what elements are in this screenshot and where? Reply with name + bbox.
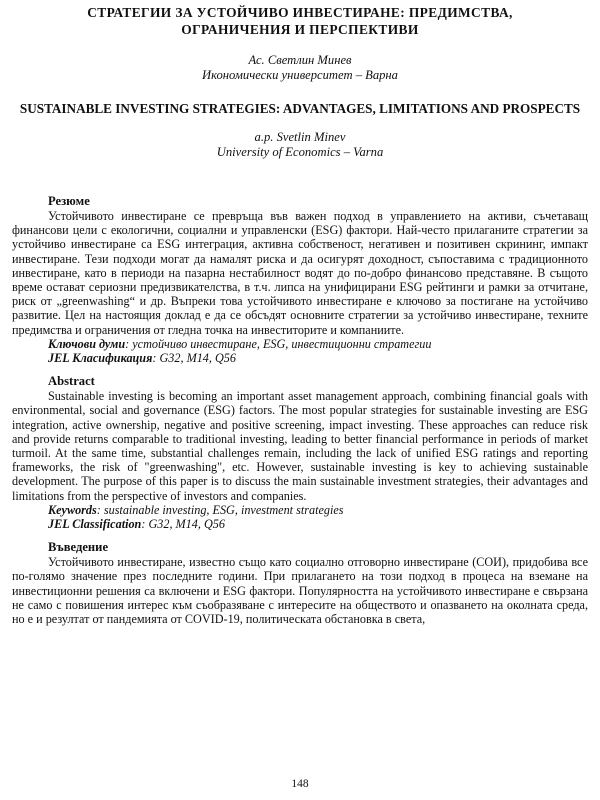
resume-keywords bbox=[48, 337, 588, 351]
resume-jel-label: JEL Класификация bbox=[48, 351, 153, 366]
author-name-english: a.p. Svetlin Minev bbox=[254, 130, 346, 144]
abstract-keywords-label: Keywords bbox=[48, 502, 97, 517]
resume-heading: Резюме bbox=[48, 194, 90, 208]
resume-jel-value: : G32, M14, Q56 bbox=[152, 351, 236, 366]
abstract-heading: Abstract bbox=[48, 374, 95, 389]
affiliation-bulgarian: Икономически университет – Варна bbox=[202, 68, 398, 82]
abstract-jel-label: JEL Classification bbox=[48, 517, 142, 532]
author-name-bulgarian: Ас. Светлин Минев bbox=[248, 53, 352, 67]
title-bulgarian-line-1: СТРАТЕГИИ ЗА УСТОЙЧИВО ИНВЕСТИРАНЕ: ПРЕДИМСТВА, bbox=[87, 5, 513, 20]
resume-text: Устойчивото инвестиране се превръща във важен подход в управлението на активи, съчетаващ финансови цели с екологични, социални и управленски (ESG) фактори. Най-често прилаганите стратегии за устойчиво инвестиране са ESG интеграция, активна собственост, негативен и позитивен скрининг, импакт инвестиране. Тези подходи могат да намалят риска и да осигурят доходност, съпоставима с традиционното инвестиране, като в периоди на пазарна нестабилност водят до по-добро финансово представяне. В същото време остават сериозни предизвикателства, в т.ч. липса на унифицирани ESG рейтинги и рамки за отчитане, риск от „greenwashing“ и др. Въпреки това устойчивото инвестиране е ключово за постигане на устойчиво развитие. Цел на настоящия доклад е да се обсъдят основните стратегии за устойчиво инвестиране, техните предимства и ограничения от гледна точка на инвеститорите и компаниите. bbox=[12, 209, 588, 337]
title-bulgarian-line-2: ОГРАНИЧЕНИЯ И ПЕРСПЕКТИВИ bbox=[181, 22, 419, 37]
introduction-heading: Въведение bbox=[48, 540, 109, 555]
abstract-keywords-value: : sustainable investing, ESG, investment strategies bbox=[96, 502, 344, 517]
abstract-keywords bbox=[48, 503, 588, 517]
resume-keywords-label: Ключови думи bbox=[48, 336, 126, 351]
resume-jel bbox=[48, 351, 588, 365]
affiliation-english: University of Economics – Varna bbox=[216, 145, 384, 159]
abstract-jel bbox=[48, 517, 588, 531]
abstract-jel-value: : G32, M14, Q56 bbox=[141, 517, 225, 532]
resume-keywords-value: : устойчиво инвестиране, ESG, инвестиционни стратегии bbox=[125, 336, 432, 351]
abstract-text: Sustainable investing is becoming an important asset management approach, combining financial goals with environmental, social and governance (ESG) factors. The most popular strategies for sustainable investing are ESG integration, active ownership, negative and positive screening, impact investing. These approaches can reduce risk and provide returns comparable to traditional investing, leading to better financial performance in periods of market turmoil. At the same time, substantial challenges remain, including the lack of unified ESG ratings and reporting frameworks, the risk of "greenwashing", etc. However, sustainable investing is key to achieving sustainable development. The purpose of this paper is to discuss the main sustainable investment strategies, their advantages and limitations from the perspective of investors and companies. bbox=[12, 389, 588, 503]
introduction-text: Устойчивото инвестиране, известно също като социално отговорно инвестиране (СОИ), придобива все по-голямо значение през последните години. При прилагането на този подход в процеса на вземане на инвестиционни решения са включени и ESG фактори. Популярността на устойчивото инвестиране е свързана не само с повишения интерес към съобразяване с интересите на обществото и опазването на околната среда, но е и резултат от пандемията от COVID-19, политическата обстановка в света, bbox=[12, 555, 588, 627]
title-bulgarian bbox=[12, 4, 588, 38]
page-number: 148 bbox=[291, 778, 309, 790]
title-english: SUSTAINABLE INVESTING STRATEGIES: ADVANTAGES, LIMITATIONS AND PROSPECTS bbox=[19, 101, 581, 116]
